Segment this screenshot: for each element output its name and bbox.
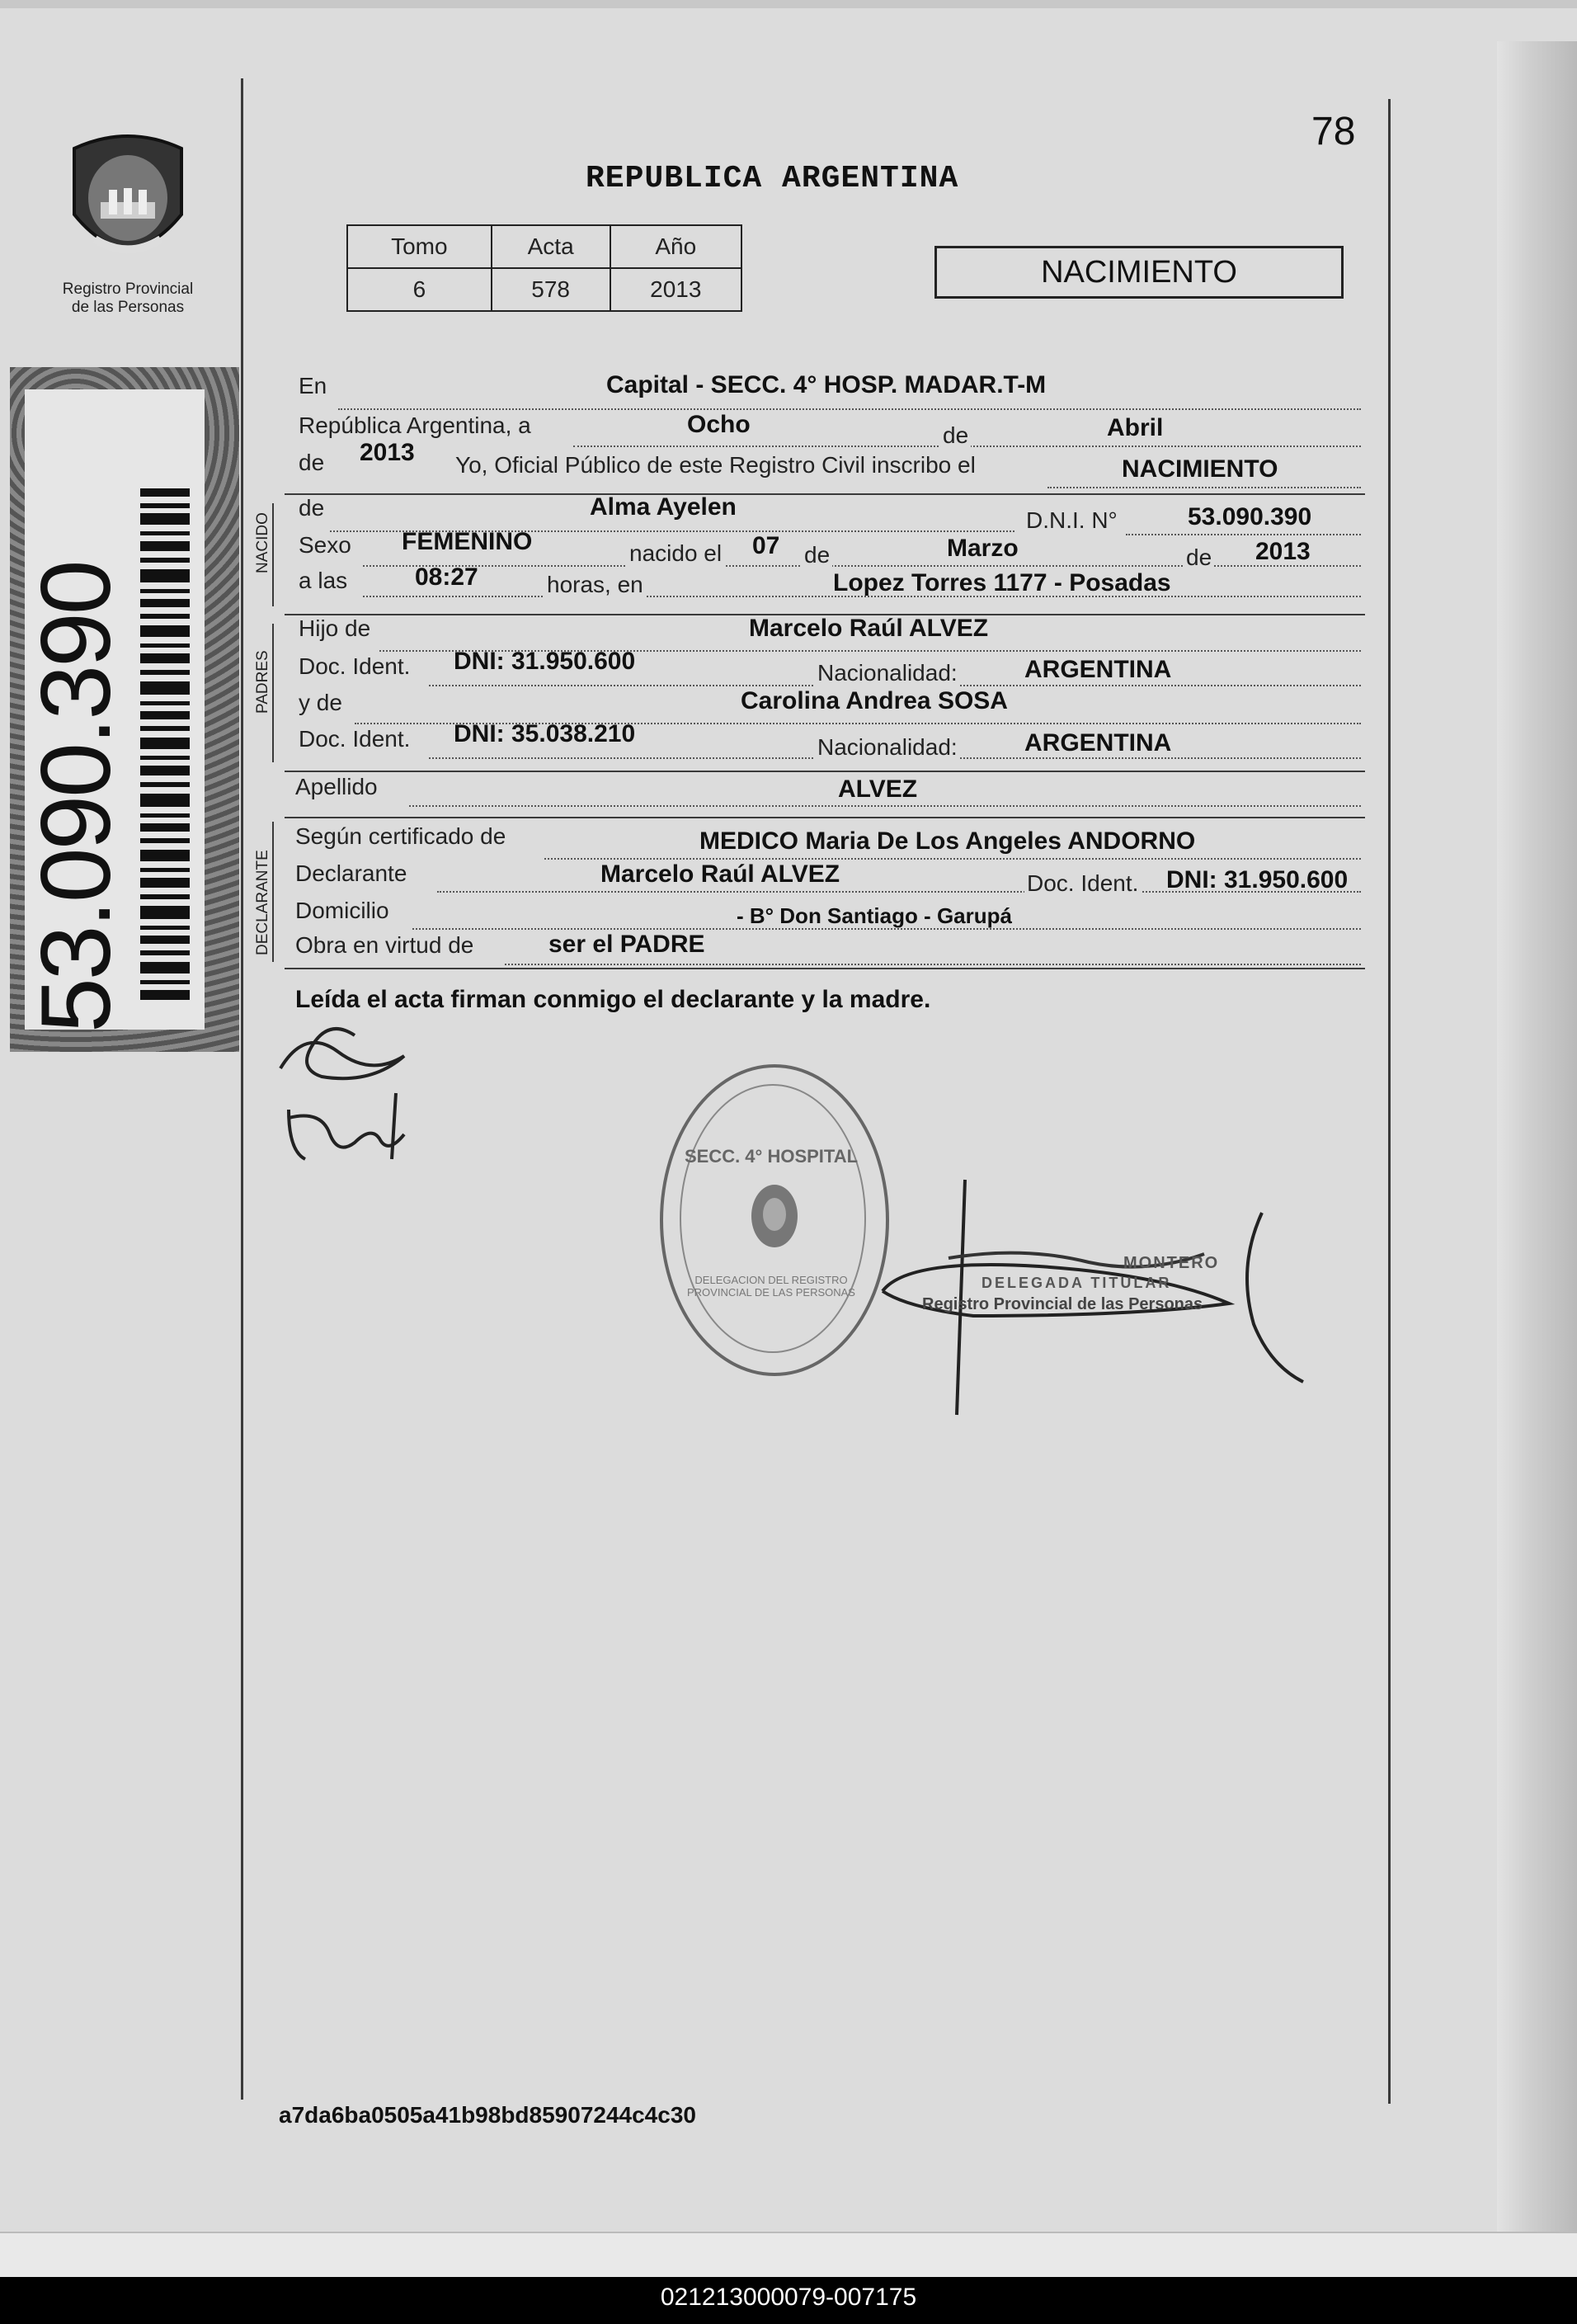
- nombre-value: Alma Ayelen: [590, 493, 737, 521]
- nac2-label: Nacionalidad:: [815, 734, 960, 761]
- apellido-value: ALVEZ: [838, 775, 918, 803]
- record-type-box: NACIMIENTO: [934, 246, 1344, 299]
- nacido-bracket: [272, 503, 274, 606]
- nac-de2-label: de: [1184, 544, 1214, 571]
- inscribo-dotline: [1047, 487, 1361, 488]
- apellido-label: Apellido: [295, 774, 378, 799]
- en-value: Capital - SECC. 4° HOSP. MADAR.T-M: [606, 371, 1047, 398]
- madre-value: Carolina Andrea SOSA: [741, 687, 1008, 714]
- lugar-value: Lopez Torres 1177 - Posadas: [833, 569, 1171, 596]
- table-value-tomo: 6: [347, 268, 492, 311]
- nombre-label: de: [299, 495, 325, 521]
- record-table: [346, 224, 742, 312]
- registro-logo: [49, 124, 206, 322]
- cert-dotline: [544, 858, 1361, 860]
- logo-text-line-1: Registro Provincial: [62, 280, 194, 298]
- hijo-label: Hijo de: [299, 615, 371, 641]
- nac1-value: ARGENTINA: [1024, 656, 1172, 683]
- alas-label: a las: [299, 568, 348, 593]
- dni-label: [21, 389, 205, 1033]
- coat-of-arms-icon: [49, 124, 206, 272]
- padres-bracket: [272, 624, 274, 762]
- doc2-label: Doc. Ident.: [299, 726, 411, 752]
- table-value-acta: 578: [492, 268, 610, 311]
- nac-de1-label: de: [802, 542, 832, 568]
- obra-label: Obra en virtud de: [295, 932, 474, 958]
- cert-label: Según certificado de: [295, 823, 506, 849]
- closing-text: Leída el acta firman conmigo el declarante y la madre.: [295, 986, 931, 1013]
- republica-label: República Argentina, a: [299, 412, 531, 438]
- doc1-label: Doc. Ident.: [299, 653, 411, 679]
- stacked-pages-edge: [1497, 41, 1577, 2277]
- nacido-label: nacido el: [627, 540, 724, 567]
- separator-3: [285, 771, 1365, 772]
- right-margin-line: [1388, 99, 1391, 2104]
- obra-value: ser el PADRE: [548, 931, 705, 958]
- yde-label: y de: [299, 690, 342, 715]
- signature-office: Registro Provincial de las Personas: [922, 1295, 1203, 1313]
- dni-value: 53.090.390: [1188, 503, 1312, 530]
- side-dni-number: 53.090.390: [21, 562, 131, 1033]
- section-label-padres: PADRES: [254, 650, 271, 714]
- doc2-value: DNI: 35.038.210: [454, 720, 636, 747]
- section-label-nacido: NACIDO: [254, 512, 271, 573]
- left-margin-line: [241, 78, 243, 2100]
- declarante-bracket: [272, 822, 274, 962]
- de-label: de: [940, 422, 971, 449]
- page-bottom-edge: [0, 2232, 1577, 2279]
- table-header-tomo: Tomo: [347, 225, 492, 268]
- stamp-emblem-icon: [741, 1175, 807, 1257]
- dia-value: Ocho: [687, 411, 751, 438]
- dni-label-text: D.N.I. N°: [1026, 507, 1118, 533]
- logo-text-line-2: de las Personas: [71, 299, 185, 316]
- table-header-acta: Acta: [492, 225, 610, 268]
- nac1-label: Nacionalidad:: [815, 660, 960, 686]
- en-dotline: [338, 408, 1361, 410]
- anio-value: 2013: [360, 439, 415, 466]
- doc3-value: DNI: 31.950.600: [1166, 866, 1349, 893]
- signature-name: MONTERO: [1123, 1254, 1220, 1272]
- obra-dotline: [505, 964, 1361, 965]
- padre-value: Marcelo Raúl ALVEZ: [749, 615, 989, 642]
- apellido-dotline: [409, 805, 1361, 807]
- signature-scribbles-icon: [272, 1011, 421, 1176]
- nac-anio-value: 2013: [1255, 538, 1311, 565]
- declarante-value: Marcelo Raúl ALVEZ: [600, 860, 840, 888]
- doc1-value: DNI: 31.950.600: [454, 648, 636, 675]
- page-number: 78: [1311, 110, 1356, 153]
- table-header-anio: Año: [610, 225, 741, 268]
- nac-dia-value: 07: [752, 532, 780, 559]
- domicilio-label: Domicilio: [295, 898, 389, 923]
- inscribo-label: Yo, Oficial Público de este Registro Civil inscribo el: [455, 452, 976, 478]
- barcode-icon: [140, 488, 190, 1000]
- en-label: En: [299, 373, 327, 398]
- nac-mes-value: Marzo: [947, 535, 1019, 562]
- doc3-label: Doc. Ident.: [1024, 870, 1141, 897]
- signature-title: DELEGADA TITULAR: [982, 1275, 1172, 1291]
- separator-4: [285, 817, 1365, 818]
- sexo-value: FEMENINO: [402, 528, 533, 555]
- footer-code: 021213000079-007175: [660, 2284, 917, 2311]
- domicilio-value: - B° Don Santiago - Garupá: [737, 903, 1012, 928]
- official-stamp: [660, 1064, 889, 1376]
- separator-1: [285, 493, 1365, 495]
- nac2-value: ARGENTINA: [1024, 729, 1172, 757]
- anio-label: de: [299, 450, 325, 475]
- table-value-anio: 2013: [610, 268, 741, 311]
- hash-code: a7da6ba0505a41b98bd85907244c4c30: [279, 2102, 696, 2128]
- mes-value: Abril: [1107, 414, 1164, 441]
- stamp-text: SECC. 4° HOSPITAL: [684, 1146, 859, 1167]
- country-title: REPUBLICA ARGENTINA: [586, 161, 959, 196]
- hora-value: 08:27: [415, 563, 478, 591]
- declarante-label: Declarante: [295, 860, 407, 886]
- cert-value: MEDICO Maria De Los Angeles ANDORNO: [699, 827, 1196, 855]
- dni-dotline: [1126, 534, 1361, 535]
- inscribo-value: NACIMIENTO: [1122, 455, 1278, 483]
- section-label-declarante: DECLARANTE: [254, 850, 271, 955]
- stamp-ring-text: DELEGACION DEL REGISTRO PROVINCIAL DE LAS PERSONAS: [687, 1274, 855, 1299]
- horas-label: horas, en: [544, 572, 646, 598]
- sexo-label: Sexo: [299, 532, 351, 558]
- separator-5: [285, 968, 1365, 969]
